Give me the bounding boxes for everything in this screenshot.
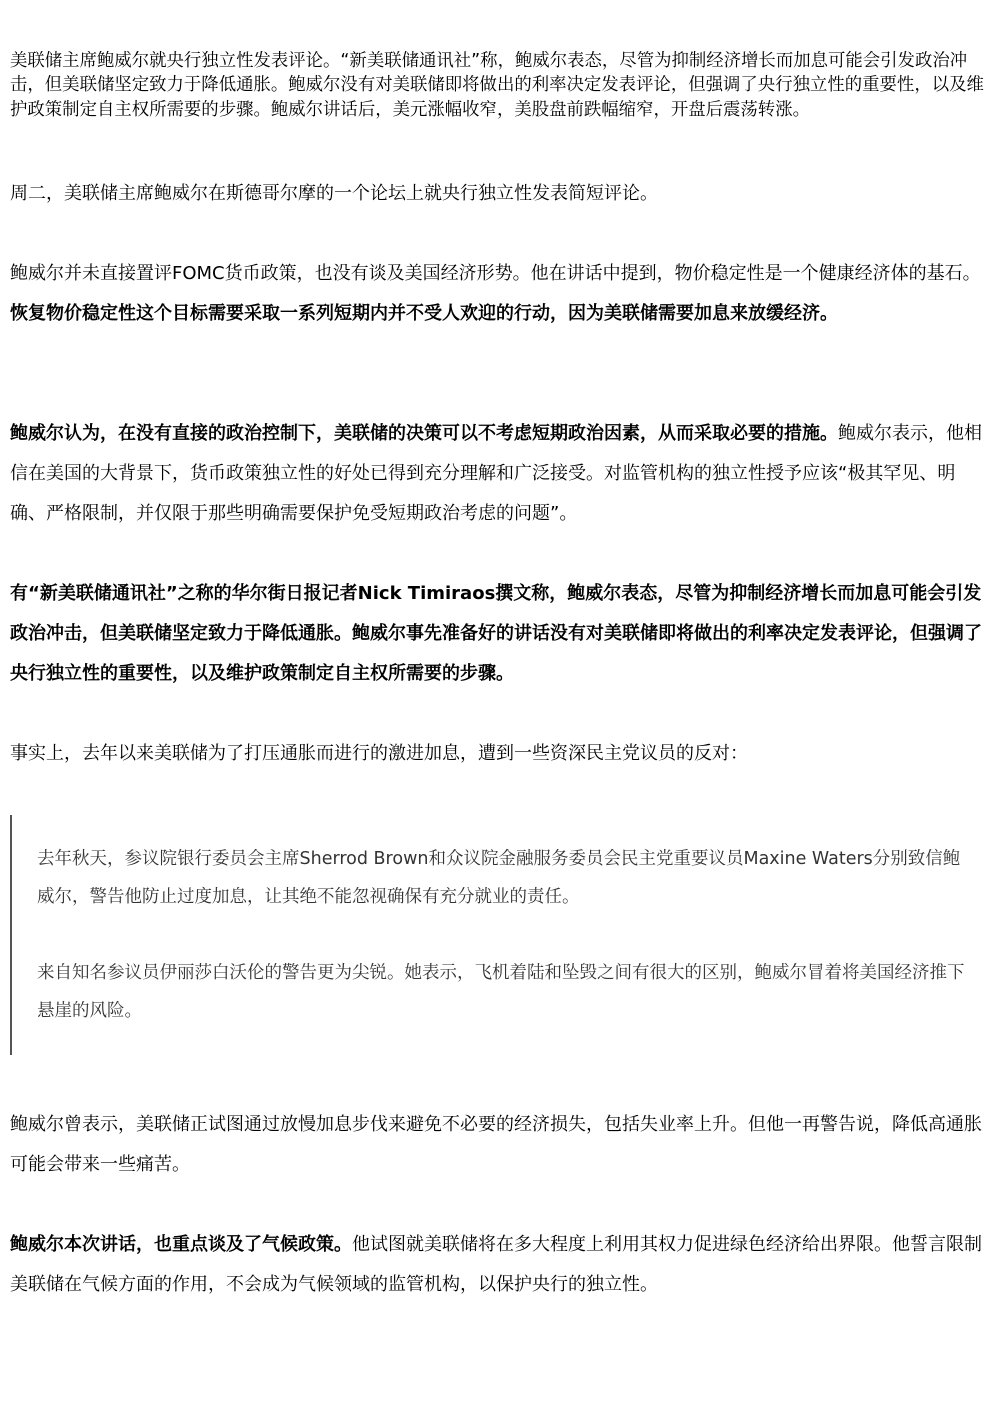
blockquote — [10, 815, 982, 1055]
paragraph-text: 事实上，去年以来美联储为了打压通胀而进行的激进加息，遭到一些资深民主党议员的反对： — [10, 743, 748, 764]
paragraph-opposition — [10, 734, 984, 774]
article-summary: 美联储主席鲍威尔就央行独立性发表评论。“新美联储通讯社”称，鲍威尔表态，尽管为抑制经济增长而加息可能会引发政治冲击，但美联储坚定致力于降低通胀。鲍威尔没有对美联储即将做出的利率决定发表评论，但强调了央行独立性的重要性，以及维护政策制定自主权所需要的步骤。鲍威尔讲话后，美元涨幅收窄，美股盘前跌幅缩窄，开盘后震荡转涨。 — [10, 51, 984, 120]
paragraph-climate — [10, 1225, 984, 1305]
paragraph-bold-text: 有“新美联储通讯社”之称的华尔街日报记者Nick Timiraos撰文称，鲍威尔表态，尽管为抑制经济增长而加息可能会引发政治冲击，但美联储坚定致力于降低通胀。鲍威尔事先准备好的讲话没有对美联储即将做出的利率决定发表评论，但强调了央行独立性的重要性，以及维护政策制定自主权所需要的步骤。 — [10, 583, 982, 684]
paragraph-bold-text: 鲍威尔本次讲话，也重点谈及了气候政策。 — [10, 1234, 352, 1255]
paragraph-text: 他试图就美联储将在多大程度上利用其权力促进绿色经济给出界限。他誓言限制美联储在气候方面的作用，不会成为气候领域的监管机构，以保护央行的独立性。 — [10, 1234, 982, 1295]
paragraph-political-control — [10, 414, 984, 534]
paragraph-bold-text: 鲍威尔认为，在没有直接的政治控制下，美联储的决策可以不考虑短期政治因素，从而采取必要的措施。 — [10, 423, 838, 444]
paragraph-timiraos — [10, 574, 984, 694]
paragraph-forum — [10, 174, 984, 214]
paragraph-text: 周二，美联储主席鲍威尔在斯德哥尔摩的一个论坛上就央行独立性发表简短评论。 — [10, 183, 658, 204]
paragraph-slowing-hikes — [10, 1105, 984, 1185]
paragraph-text: 鲍威尔表示，他相信在美国的大背景下，货币政策独立性的好处已得到充分理解和广泛接受。对监管机构的独立性授予应该“极其罕见、明确、严格限制，并仅限于那些明确需要保护免受短期政治考虑的问题”。 — [10, 423, 982, 524]
paragraph-bold-text: 恢复物价稳定性这个目标需要采取一系列短期内并不受人欢迎的行动，因为美联储需要加息来放缓经济。 — [10, 303, 838, 324]
quote-paragraph-warren: 来自知名参议员伊丽莎白沃伦的警告更为尖锐。她表示，飞机着陆和坠毁之间有很大的区别，鲍威尔冒着将美国经济推下悬崖的风险。 — [37, 963, 965, 1021]
paragraph-price-stability — [10, 254, 984, 334]
paragraph-text: 鲍威尔并未直接置评FOMC货币政策，也没有谈及美国经济形势。他在讲话中提到，物价稳定性是一个健康经济体的基石。 — [10, 263, 981, 284]
paragraph-text: 鲍威尔曾表示，美联储正试图通过放慢加息步伐来避免不必要的经济损失，包括失业率上升。但他一再警告说，降低高通胀可能会带来一些痛苦。 — [10, 1114, 982, 1175]
quote-paragraph-letters: 去年秋天，参议院银行委员会主席Sherrod Brown和众议院金融服务委员会民主党重要议员Maxine Waters分别致信鲍威尔，警告他防止过度加息，让其绝不能忽视确保有充分就业的责任。 — [37, 849, 961, 907]
